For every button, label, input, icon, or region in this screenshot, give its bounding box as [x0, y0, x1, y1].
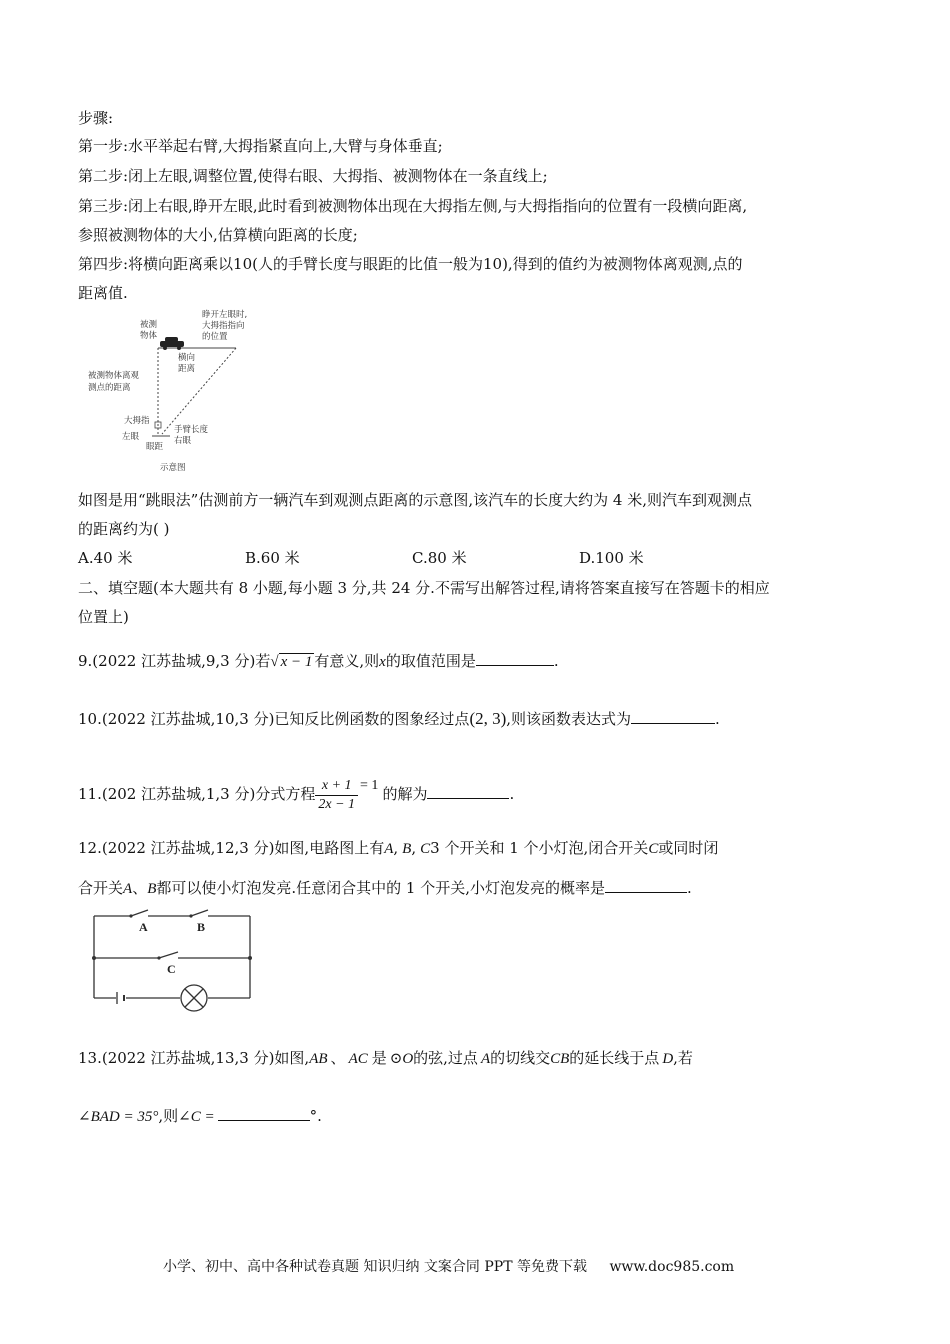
q8-option-a: A.40 米 — [78, 549, 133, 567]
q13-then: ,则 — [158, 1107, 179, 1125]
q12-var-c2: C — [648, 841, 659, 857]
junction-left — [92, 956, 96, 960]
q12-var-a2: A — [123, 881, 133, 897]
q12-var-b2: B — [147, 881, 157, 897]
step-3-line-2: 参照被测物体的大小,估算横向距离的长度; — [78, 226, 358, 244]
q8-option-b: B.60 米 — [245, 549, 300, 567]
q9-suffix: 的取值范围是 — [385, 652, 476, 670]
q13-angle-c: ∠C = — [178, 1109, 215, 1125]
q12-l2-prefix: 合开关 — [78, 879, 124, 897]
q12-line-1-end: 或同时闭 — [658, 839, 719, 857]
q9-mid: 有意义,则 — [314, 652, 380, 670]
label-open-left-3: 的位置 — [202, 332, 228, 342]
question-12-line-2 — [78, 878, 692, 899]
question-9 — [78, 651, 559, 672]
q9-radicand: x − 1 — [280, 654, 313, 670]
q13-ext: 的延长线于点 — [569, 1049, 660, 1067]
q10-prefix: 10.(2022 江苏盐城,10,3 分)已知反比例函数的图象经过点 — [78, 710, 470, 728]
q13-ac: AC — [348, 1051, 368, 1067]
q9-answer-blank[interactable] — [476, 651, 554, 666]
q13-circle: ⊙O — [389, 1051, 414, 1067]
q12-sep: 、 — [132, 879, 148, 897]
q12-end: . — [687, 879, 692, 897]
footer-url[interactable]: www.doc985.com — [609, 1259, 735, 1275]
q11-prefix: 11.(202 江苏盐城,1,3 分)分式方程 — [78, 785, 316, 803]
q10-end: . — [715, 710, 720, 728]
q10-answer-blank[interactable] — [631, 709, 715, 724]
footer-text: 小学、初中、高中各种试卷真题 知识归纳 文案合同 PPT 等免费下载 — [163, 1259, 587, 1275]
label-object-distance-2: 测点的距离 — [88, 383, 131, 393]
section-2-line-2: 位置上) — [78, 608, 129, 626]
step-4-line-1: 第四步:将横向距离乘以10(人的手臂长度与眼距的比值一般为10),得到的值约为被测物体离观测,点的 — [78, 255, 743, 273]
q12-prefix: 12.(2022 江苏盐城,12,3 分)如图,电路图上有 — [78, 839, 385, 857]
step-3-line-1: 第三步:闭上右眼,睁开左眼,此时看到被测物体出现在大拇指左侧,与大拇指指向的位置有一段横向距离, — [78, 197, 748, 215]
q13-ruo: ,若 — [673, 1049, 693, 1067]
q13-cb: CB — [550, 1051, 570, 1067]
q10-point: (2, 3) — [469, 709, 507, 728]
label-eye-distance: 眼距 — [146, 442, 164, 452]
label-thumb: 大拇指 — [124, 416, 150, 426]
footer — [163, 1256, 734, 1276]
q9-var: x — [379, 654, 386, 670]
q8-line-1: 如图是用“跳眼法”估测前方一辆汽车到观测点距离的示意图,该汽车的长度大约为 4 米,则汽车到观测点 — [78, 491, 752, 509]
q11-denominator: 2x − 1 — [318, 796, 356, 812]
question-11 — [78, 772, 514, 816]
q12-var-b: B — [402, 841, 412, 857]
q13-var-d: D — [662, 1051, 674, 1067]
label-caption: 示意图 — [160, 463, 186, 473]
q11-answer-blank[interactable] — [427, 784, 509, 799]
q12-l2-suffix: 都可以使小灯泡发亮.任意闭合其中的 1 个开关,小灯泡发亮的概率是 — [156, 879, 605, 897]
label-arm-length: 手臂长度 — [174, 425, 209, 435]
question-10 — [78, 709, 720, 729]
label-object-1: 被测 — [140, 320, 158, 330]
q11-fraction — [315, 777, 358, 814]
step-2: 第二步:闭上左眼,调整位置,使得右眼、大拇指、被测物体在一条直线上; — [78, 167, 548, 185]
section-2-line-1: 二、填空题(本大题共有 8 小题,每小题 3 分,共 24 分.不需写出解答过程,请将答案直接写在答题卡的相应 — [78, 579, 770, 597]
circuit-diagram — [86, 906, 260, 1016]
q8-line-2: 的距离约为( ) — [78, 520, 170, 538]
q13-is: 是 — [371, 1049, 387, 1067]
q13-prefix: 13.(2022 江苏盐城,13,3 分)如图, — [78, 1049, 310, 1067]
q11-end: . — [509, 785, 515, 803]
q12-var-c: C — [420, 841, 431, 857]
q9-sqrt: √ x − 1 — [270, 654, 313, 670]
q13-var-a: A — [480, 1051, 491, 1067]
q8-option-d: D.100 米 — [579, 549, 644, 567]
question-13-line-2 — [78, 1106, 322, 1127]
label-left-eye: 左眼 — [122, 432, 140, 442]
circuit-label-a: A — [139, 920, 148, 934]
junction-right — [248, 956, 252, 960]
label-object-2: 物体 — [140, 331, 158, 341]
q13-tangent: 的切线交 — [490, 1049, 551, 1067]
q13-sep: 、 — [330, 1049, 346, 1067]
q11-equals: = 1 — [360, 778, 379, 793]
q8-option-c: C.80 米 — [412, 549, 467, 567]
circuit-label-c: C — [167, 962, 176, 976]
question-13-line-1 — [78, 1048, 693, 1069]
steps-title: 步骤: — [78, 109, 114, 127]
question-12-line-1: 12.(2022 江苏盐城,12,3 分)如图,电路图上有A, B, C3 个开关和 1 个小灯泡,闭合开关C或同时闭 — [78, 839, 719, 857]
q12-answer-blank[interactable] — [605, 878, 687, 893]
q11-suffix: 的解为 — [382, 785, 428, 803]
q11-numerator: x + 1 — [315, 777, 358, 796]
q13-ab: AB — [309, 1051, 328, 1067]
label-horizontal-1: 横向 — [178, 353, 196, 363]
eye-jump-diagram — [86, 308, 276, 478]
q9-prefix: 9.(2022 江苏盐城,9,3 分)若 — [78, 652, 271, 670]
label-right-eye: 右眼 — [174, 436, 192, 446]
label-horizontal-2: 距离 — [178, 364, 196, 374]
q13-chord: 的弦,过点 — [413, 1049, 478, 1067]
q10-suffix: ,则该函数表达式为 — [506, 710, 632, 728]
q13-end: °. — [309, 1107, 322, 1125]
label-open-left-2: 大拇指指向 — [202, 321, 245, 331]
q13-angle: ∠BAD = 35° — [78, 1109, 159, 1125]
q13-answer-blank[interactable] — [218, 1106, 310, 1121]
step-4-line-2: 距离值. — [78, 284, 128, 302]
q9-end: . — [553, 652, 559, 670]
label-object-distance-1: 被测物体离观 — [88, 371, 140, 381]
label-open-left-1: 睁开左眼时, — [202, 310, 248, 320]
circuit-label-b: B — [197, 920, 206, 934]
step-1: 第一步:水平举起右臂,大拇指紧直向上,大臂与身体垂直; — [78, 137, 443, 155]
q12-var-a: A — [384, 841, 394, 857]
q12-mid: 3 个开关和 1 个小灯泡,闭合开关 — [430, 839, 649, 857]
